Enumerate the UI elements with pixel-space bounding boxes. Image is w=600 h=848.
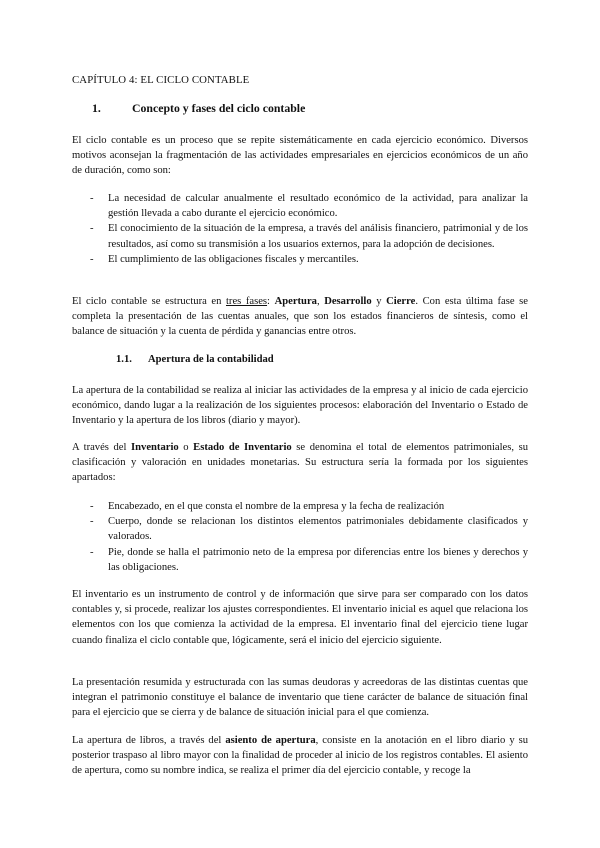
list-item: - La necesidad de calcular anualmente el resultado económico de la actividad, para analizar la gestión llevada a cabo durante el ejercicio económico. — [72, 191, 528, 221]
phase-cierre: Cierre — [386, 296, 416, 307]
section-1-heading — [72, 101, 528, 116]
text-run: , — [316, 296, 325, 307]
section-1-number: 1. — [92, 101, 101, 115]
presentacion-paragraph: La presentación resumida y estructurada con las sumas deudoras y acreedoras de las distintas cuentas que integran el patrimonio constituye el balance de inventario que tiene carácter de balance de situación final para el ejercicio que se cierra y de balance de situación inicial para el que comienza. — [72, 677, 528, 719]
text-run: se denomina el total de elementos patrimoniales, su clasificación y valoración en unidades monetarias. Su estructura sería la formada por los siguientes apartados: — [72, 442, 529, 484]
text-run: o — [178, 442, 194, 453]
term-asiento-apertura: asiento de apertura — [225, 735, 316, 746]
inventario-items-list — [72, 499, 528, 575]
phase-apertura: Apertura — [274, 296, 317, 307]
phases-paragraph — [72, 294, 528, 340]
text-run: La apertura de libros, a través del — [72, 735, 226, 746]
inventario-paragraph — [72, 440, 528, 486]
underlined-term: tres fases — [225, 296, 268, 307]
text-run: El ciclo contable se estructura en — [72, 296, 226, 307]
libros-paragraph — [72, 733, 528, 779]
term-estado-inventario: Estado de Inventario — [193, 442, 292, 453]
chapter-title: CAPÍTULO 4: EL CICLO CONTABLE — [72, 74, 250, 86]
text-run: . Con esta última fase se completa la presentación de las cuentas anuales, que son los estados financieros de síntesis, como el balance de situación y la cuenta de pérdida y ganancias entre otros. — [72, 296, 528, 338]
list-item: - El cumplimiento de las obligaciones fiscales y mercantiles. — [72, 252, 528, 267]
reasons-list — [72, 191, 528, 267]
section-1-title: Concepto y fases del ciclo contable — [132, 101, 306, 115]
list-item: - El conocimiento de la situación de la empresa, a través del análisis financiero, patrimonial y de los resultados, así como su transmisión a los usuarios externos, para la adopción de decisiones. — [72, 221, 528, 251]
phase-desarrollo: Desarrollo — [324, 296, 372, 307]
section-1-1-heading — [72, 352, 528, 367]
apertura-paragraph: La apertura de la contabilidad se realiza al iniciar las actividades de la empresa y al inicio de cada ejercicio económico, dando lugar a la realización de los siguientes procesos: elaboración del Inventario o Estado de Inventario y la apertura de los libros (diario y mayor). — [72, 385, 528, 427]
text-run: : — [267, 296, 275, 307]
list-item: - Pie, donde se halla el patrimonio neto de la empresa por diferencias entre los bienes y derechos y las obligaciones. — [72, 545, 528, 575]
instrumento-paragraph: El inventario es un instrumento de control y de información que sirve para ser comparado con los datos contables y, si procede, realizar los ajustes correspondientes. El inventario inicial es aquel que relaciona los elementos con los que comienza la actividad de la empresa. El inventario final del ejercicio tiene lugar cuando finaliza el ciclo contable que, lógicamente, será el inicio del ejercicio siguiente. — [72, 589, 528, 646]
list-item: - Cuerpo, donde se relacionan los distintos elementos patrimoniales debidamente clasificados y valorados. — [72, 514, 528, 544]
list-item: - Encabezado, en el que consta el nombre de la empresa y la fecha de realización — [72, 499, 528, 514]
term-inventario: Inventario — [131, 442, 179, 453]
text-run: , consiste en la anotación en el libro diario y su posterior traspaso al libro mayor con la finalidad de proceder al inicio de los registros contables. El asiento de apertura, como su nombre indica, se realiza el primer día del ejercicio contable, y recoge la — [72, 735, 528, 777]
section-1-1-title: Apertura de la contabilidad — [148, 354, 274, 365]
text-run: y — [371, 296, 387, 307]
intro-paragraph: El ciclo contable es un proceso que se repite sistemáticamente en cada ejercicio económico. Diversos motivos aconsejan la fragmentación de las actividades empresariales en ejercicios económicos de un año de duración, como son: — [72, 135, 528, 177]
section-1-1-number: 1.1. — [116, 354, 132, 365]
text-run: A través del — [72, 442, 132, 453]
